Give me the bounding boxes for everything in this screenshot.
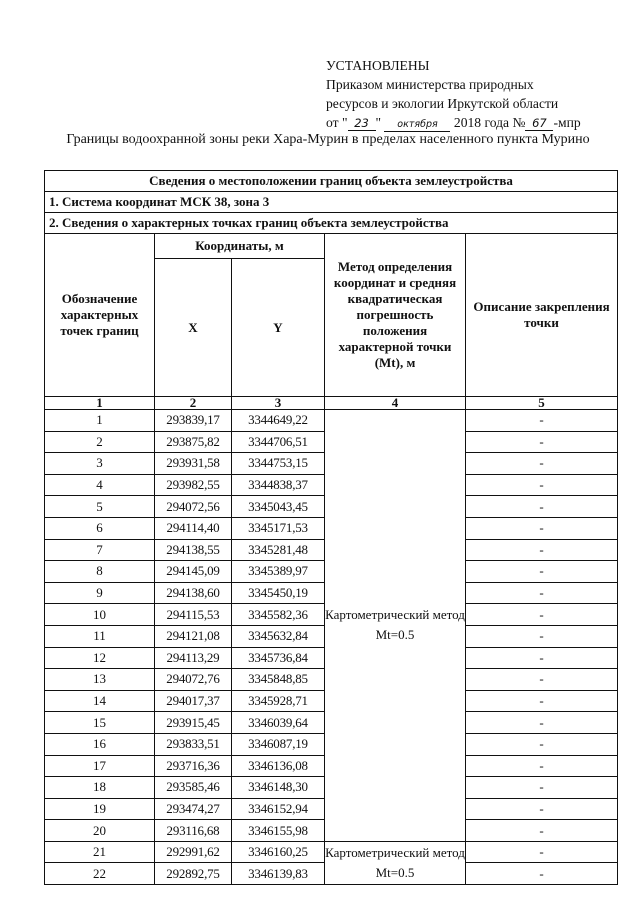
coordinate-y: 3346148,30 — [232, 777, 325, 799]
coordinate-y: 3345450,19 — [232, 582, 325, 604]
point-number: 14 — [45, 690, 155, 712]
coordinate-y: 3345281,48 — [232, 539, 325, 561]
point-description: - — [466, 755, 618, 777]
coordinate-y: 3345171,53 — [232, 517, 325, 539]
coordinate-y: 3346155,98 — [232, 820, 325, 842]
coordinate-x: 293116,68 — [155, 820, 232, 842]
point-description: - — [466, 431, 618, 453]
coordinate-x: 293931,58 — [155, 453, 232, 475]
point-number: 22 — [45, 863, 155, 885]
point-number: 9 — [45, 582, 155, 604]
point-number: 5 — [45, 496, 155, 518]
column-point-designation: Обозначение характерных точек границ — [45, 234, 155, 397]
point-number: 16 — [45, 733, 155, 755]
column-number: 4 — [325, 397, 466, 410]
point-description: - — [466, 496, 618, 518]
coordinate-x: 294072,56 — [155, 496, 232, 518]
approval-stamp — [326, 56, 626, 132]
coordinate-x: 294115,53 — [155, 604, 232, 626]
date-prefix: от " — [326, 115, 348, 130]
point-number: 8 — [45, 561, 155, 583]
point-description: - — [466, 712, 618, 734]
date-quote: " — [375, 115, 382, 130]
coordinate-y: 3345736,84 — [232, 647, 325, 669]
table-row — [45, 841, 618, 863]
date-year: 2018 года № — [453, 115, 526, 130]
coordinate-x: 294072,76 — [155, 669, 232, 691]
point-number: 1 — [45, 410, 155, 432]
point-description: - — [466, 690, 618, 712]
coordinate-y: 3345848,85 — [232, 669, 325, 691]
point-number: 19 — [45, 798, 155, 820]
point-description: - — [466, 474, 618, 496]
coordinate-y: 3346160,25 — [232, 841, 325, 863]
column-coordinates: Координаты, м — [155, 234, 325, 259]
point-description: - — [466, 863, 618, 885]
coordinate-x: 293915,45 — [155, 712, 232, 734]
point-number: 4 — [45, 474, 155, 496]
handwritten-number: 67 — [525, 117, 553, 131]
coordinate-x: 293474,27 — [155, 798, 232, 820]
coordinate-system: 1. Система координат МСК 38, зона 3 — [45, 192, 618, 213]
coordinate-x: 294113,29 — [155, 647, 232, 669]
point-number: 2 — [45, 431, 155, 453]
point-description: - — [466, 453, 618, 475]
column-number: 2 — [155, 397, 232, 410]
coordinate-y: 3346087,19 — [232, 733, 325, 755]
column-x: X — [155, 259, 232, 397]
coordinate-y: 3345632,84 — [232, 625, 325, 647]
coordinate-y: 3345389,97 — [232, 561, 325, 583]
document-title: Границы водоохранной зоны реки Хара-Мурин в пределах населенного пункта Мурино — [66, 132, 590, 147]
point-description: - — [466, 625, 618, 647]
point-description: - — [466, 841, 618, 863]
column-number: 3 — [232, 397, 325, 410]
table-row — [45, 410, 618, 432]
point-number: 12 — [45, 647, 155, 669]
point-number: 15 — [45, 712, 155, 734]
coordinate-y: 3345928,71 — [232, 690, 325, 712]
point-number: 21 — [45, 841, 155, 863]
coordinate-x: 293982,55 — [155, 474, 232, 496]
handwritten-month: октября — [384, 118, 450, 132]
coordinate-x: 294017,37 — [155, 690, 232, 712]
coordinate-y: 3346152,94 — [232, 798, 325, 820]
points-header: 2. Сведения о характерных точках границ объекта землеустройства — [45, 213, 618, 234]
point-description: - — [466, 798, 618, 820]
coordinate-x: 293875,82 — [155, 431, 232, 453]
approval-heading: УСТАНОВЛЕНЫ — [326, 58, 430, 73]
point-description: - — [466, 777, 618, 799]
column-numbers-row — [45, 397, 618, 410]
column-description: Описание закрепления точки — [466, 234, 618, 397]
section-header: Сведения о местоположении границ объекта землеустройства — [45, 171, 618, 192]
point-description: - — [466, 733, 618, 755]
coordinate-y: 3346139,83 — [232, 863, 325, 885]
order-suffix: -мпр — [553, 115, 581, 130]
point-number: 17 — [45, 755, 155, 777]
coordinate-y: 3346039,64 — [232, 712, 325, 734]
point-number: 13 — [45, 669, 155, 691]
coordinate-y: 3345043,45 — [232, 496, 325, 518]
point-description: - — [466, 582, 618, 604]
point-description: - — [466, 517, 618, 539]
coordinate-y: 3345582,36 — [232, 604, 325, 626]
point-description: - — [466, 410, 618, 432]
point-number: 11 — [45, 625, 155, 647]
coordinate-x: 294114,40 — [155, 517, 232, 539]
column-method: Метод определения координат и средняя квадратическая погрешность положения характерной точки (Mt), м — [325, 234, 466, 397]
coordinate-x: 294138,55 — [155, 539, 232, 561]
approval-ministry-line: ресурсов и экологии Иркутской области — [326, 96, 559, 111]
column-y: Y — [232, 259, 325, 397]
coordinate-x: 293716,36 — [155, 755, 232, 777]
method-cell: Картометрический метод Mt=0.5 — [325, 841, 466, 884]
point-description: - — [466, 820, 618, 842]
handwritten-day: 23 — [348, 117, 376, 131]
point-description: - — [466, 647, 618, 669]
coordinate-x: 292991,62 — [155, 841, 232, 863]
point-number: 10 — [45, 604, 155, 626]
method-cell: Картометрический метод Mt=0.5 — [325, 410, 466, 842]
approval-date-line — [326, 113, 626, 132]
point-description: - — [466, 561, 618, 583]
coordinate-y: 3346136,08 — [232, 755, 325, 777]
point-number: 7 — [45, 539, 155, 561]
coordinate-y: 3344706,51 — [232, 431, 325, 453]
point-description: - — [466, 669, 618, 691]
point-description: - — [466, 539, 618, 561]
point-number: 18 — [45, 777, 155, 799]
coordinate-x: 293585,46 — [155, 777, 232, 799]
point-number: 3 — [45, 453, 155, 475]
boundary-points-table — [44, 170, 618, 885]
coordinate-x: 294138,60 — [155, 582, 232, 604]
column-number: 1 — [45, 397, 155, 410]
point-number: 20 — [45, 820, 155, 842]
coordinate-x: 294145,09 — [155, 561, 232, 583]
point-description: - — [466, 604, 618, 626]
coordinate-x: 293833,51 — [155, 733, 232, 755]
coordinate-x: 294121,08 — [155, 625, 232, 647]
point-number: 6 — [45, 517, 155, 539]
coordinate-x: 293839,17 — [155, 410, 232, 432]
column-number: 5 — [466, 397, 618, 410]
coordinate-y: 3344753,15 — [232, 453, 325, 475]
approval-order-line: Приказом министерства природных — [326, 77, 534, 92]
coordinate-x: 292892,75 — [155, 863, 232, 885]
coordinate-y: 3344649,22 — [232, 410, 325, 432]
coordinate-y: 3344838,37 — [232, 474, 325, 496]
